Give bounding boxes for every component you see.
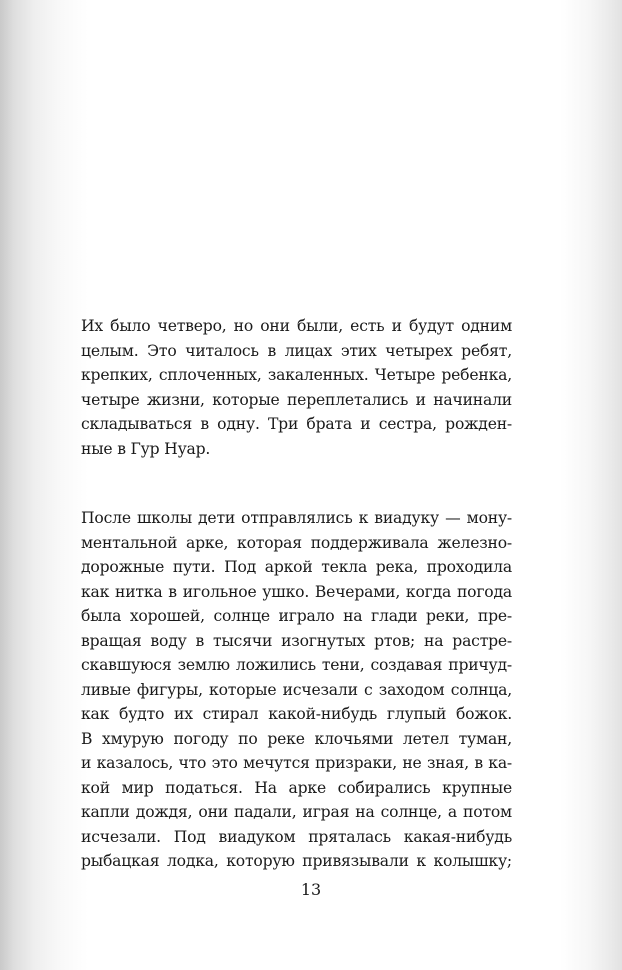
text-line: скавшуюся землю ложились тени, создавая причуд- — [81, 656, 512, 674]
text-line: и казалось, что это мечутся призраки, не зная, в ка- — [81, 754, 512, 772]
page-number: 13 — [300, 880, 322, 899]
text-line: капли дождя, они падали, играя на солнце, а потом — [81, 803, 512, 821]
text-line: вращая воду в тысячи изогнутых ртов; на растре- — [81, 631, 512, 650]
text-line: рыбацкая лодка, которую привязывали к колышку; — [81, 852, 512, 870]
text-line: кой мир податься. На арке собирались крупные — [81, 778, 512, 797]
text-line: четыре жизни, которые переплетались и начинали — [81, 390, 512, 409]
text-line: складываться в одну. Три брата и сестра, рожден- — [81, 415, 512, 433]
text-line: исчезали. Под виадуком пряталась какая-нибудь — [81, 827, 512, 846]
text-line: ливые фигуры, которые исчезали с заходом солнца, — [81, 680, 512, 699]
text-line: ные в Гур Нуар. — [81, 439, 211, 458]
paragraph-1 — [81, 314, 512, 461]
text-line: В хмурую погоду по реке клочьями летел туман, — [81, 729, 512, 748]
text-line: как будто их стирал какой-нибудь глупый божок. — [81, 705, 512, 723]
text-line: дорожные пути. Под аркой текла река, проходила — [81, 558, 512, 576]
text-line: После школы дети отправлялись к виадуку — мону- — [81, 509, 512, 527]
text-line: ментальной арке, которая поддерживала железно- — [81, 533, 512, 552]
paragraph-2 — [81, 506, 512, 874]
text-line: Их было четверо, но они были, есть и будут одним — [81, 317, 512, 335]
text-line: как нитка в игольное ушко. Вечерами, когда погода — [81, 582, 512, 601]
text-line: была хорошей, солнце играло на глади реки, пре- — [81, 607, 512, 625]
text-line: целым. Это читалось в лицах этих четырех ребят, — [81, 341, 512, 360]
text-line: крепких, сплоченных, закаленных. Четыре ребенка, — [81, 366, 512, 384]
